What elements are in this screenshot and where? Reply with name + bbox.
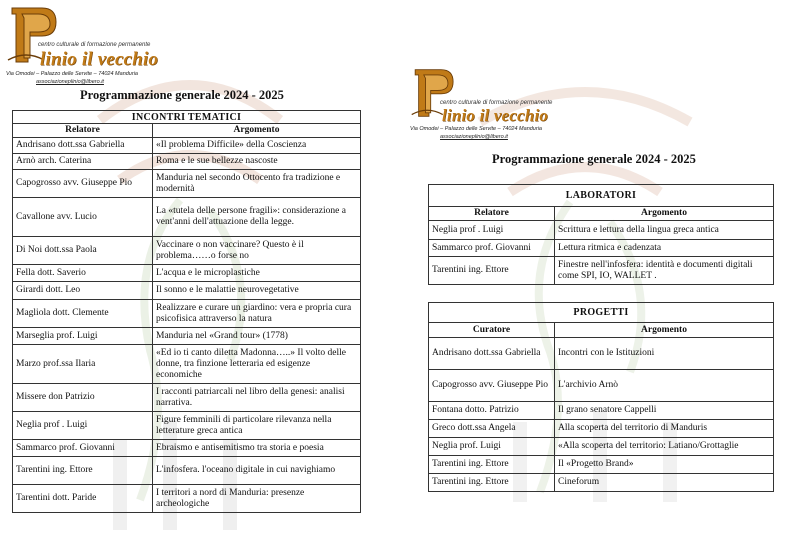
argomento-cell: Il «Progetto Brand» [555,456,774,474]
relatore-cell: Sammarco prof. Giovanni [13,440,153,457]
table-row [429,402,774,420]
relatore-cell: Girardi dott. Leo [13,282,153,300]
column-header: Argomento [153,124,361,138]
document-page-left [0,0,372,549]
column-header: Curatore [429,323,555,338]
argomento-cell: Realizzare e curare un giardino: vera e propria cura psicofisica attraverso la natura [153,300,361,328]
relatore-cell: Capogrosso avv. Giuseppe Pio [13,170,153,198]
table-row [13,237,361,265]
incontri-table [12,110,361,513]
argomento-cell: «Ed io ti canto diletta Madonna…..» Il volto delle donne, tra finzione letteraria ed esigenze economiche [153,345,361,384]
argomento-cell: I territori a nord di Manduria: presenze archeologiche [153,485,361,513]
table-row [13,170,361,198]
table-row [429,438,774,456]
argomento-cell: Manduria nel «Grand tour» (1778) [153,328,361,345]
section-title: LABORATORI [429,185,774,207]
argomento-cell: Scrittura e lettura della lingua greca antica [555,221,774,240]
table-row [429,240,774,257]
org-logo [410,66,610,146]
relatore-cell: Fella dott. Saverio [13,265,153,282]
column-header: Relatore [13,124,153,138]
page-title: Programmazione generale 2024 - 2025 [492,152,696,166]
column-header: Relatore [429,207,555,221]
argomento-cell: Manduria nel secondo Ottocento fra tradizione e modernità [153,170,361,198]
table-row [429,257,774,285]
argomento-cell: «Il problema Difficile» della Coscienza [153,138,361,154]
relatore-cell: Tarentini ing. Ettore [13,457,153,485]
org-tagline: centro culturale di formazione permanente [440,100,553,106]
curatore-cell: Fontana dotto. Patrizio [429,402,555,420]
curatore-cell: Capogrosso avv. Giuseppe Pio [429,370,555,402]
column-header: Argomento [555,323,774,338]
argomento-cell: Vaccinare o non vaccinare? Questo è il problema……o forse no [153,237,361,265]
argomento-cell: L'acqua e le microplastiche [153,265,361,282]
laboratori-table [428,184,774,285]
curatore-cell: Tarentini ing. Ettore [429,474,555,492]
argomento-cell: «Alla scoperta del territorio: Latiano/Grottaglie [555,438,774,456]
argomento-cell: Il sonno e le malattie neurovegetative [153,282,361,300]
table-row [13,154,361,170]
table-row [13,412,361,440]
progetti-table [428,302,774,492]
argomento-cell: Roma e le sue bellezze nascoste [153,154,361,170]
org-email: associazioneplinio@libero.it [36,79,104,85]
table-row [13,282,361,300]
relatore-cell: Marseglia prof. Luigi [13,328,153,345]
relatore-cell: Cavallone avv. Lucio [13,198,153,237]
table-row [13,485,361,513]
argomento-cell: Lettura ritmica e cadenzata [555,240,774,257]
relatore-cell: Tarentini dott. Paride [13,485,153,513]
argomento-cell: I racconti patriarcali nel libro della genesi: analisi narrativa. [153,384,361,412]
page-title: Programmazione generale 2024 - 2025 [80,88,284,102]
column-header: Argomento [555,207,774,221]
table-row [13,384,361,412]
table-row [429,456,774,474]
argomento-cell: L'archivio Arnò [555,370,774,402]
relatore-cell: Arnò arch. Caterina [13,154,153,170]
org-logo [6,4,206,84]
relatore-cell: Neglia prof . Luigi [429,221,555,240]
argomento-cell: Finestre nell'infosfera: identità e documenti digitali come SPI, IO, WALLET . [555,257,774,285]
org-email: associazioneplinio@libero.it [440,134,508,140]
curatore-cell: Andrisano dott.ssa Gabriella [429,338,555,370]
org-name: linio il vecchio [40,49,159,70]
section-title: PROGETTI [429,303,774,323]
table-row [13,440,361,457]
argomento-cell: Ebraismo e antisemitismo tra storia e poesia [153,440,361,457]
table-row [13,345,361,384]
org-name: linio il vecchio [442,106,549,125]
table-row [429,370,774,402]
table-row [13,138,361,154]
table-row [13,265,361,282]
relatore-cell: Marzo prof.ssa Ilaria [13,345,153,384]
org-address: Via Omodei – Palazzo delle Servite – 74024 Manduria [6,71,138,77]
table-row [13,457,361,485]
relatore-cell: Missere don Patrizio [13,384,153,412]
org-tagline: centro culturale di formazione permanente [38,42,151,48]
table-row [429,221,774,240]
table-row [13,198,361,237]
argomento-cell: Il grano senatore Cappelli [555,402,774,420]
table-row [13,300,361,328]
table-row [429,338,774,370]
relatore-cell: Sammarco prof. Giovanni [429,240,555,257]
argomento-cell: Cineforum [555,474,774,492]
curatore-cell: Tarentini ing. Ettore [429,456,555,474]
document-page-right [410,62,780,502]
relatore-cell: Magliola dott. Clemente [13,300,153,328]
relatore-cell: Di Noi dott.ssa Paola [13,237,153,265]
relatore-cell: Andrisano dott.ssa Gabriella [13,138,153,154]
org-address: Via Omodei – Palazzo delle Servite – 74024 Manduria [410,126,542,132]
relatore-cell: Neglia prof . Luigi [13,412,153,440]
table-row [13,328,361,345]
relatore-cell: Tarentini ing. Ettore [429,257,555,285]
argomento-cell: L'infosfera. l'oceano digitale in cui navighiamo [153,457,361,485]
argomento-cell: Figure femminili di particolare rilevanza nella letterature greca antica [153,412,361,440]
argomento-cell: Incontri con le Istituzioni [555,338,774,370]
argomento-cell: La «tutela delle persone fragili»: considerazione a vent'anni dell'attuazione della legge. [153,198,361,237]
table-row [429,474,774,492]
argomento-cell: Alla scoperta del territorio di Manduris [555,420,774,438]
section-title: INCONTRI TEMATICI [13,111,361,124]
curatore-cell: Neglia prof. Luigi [429,438,555,456]
curatore-cell: Greco dott.ssa Angela [429,420,555,438]
table-row [429,420,774,438]
